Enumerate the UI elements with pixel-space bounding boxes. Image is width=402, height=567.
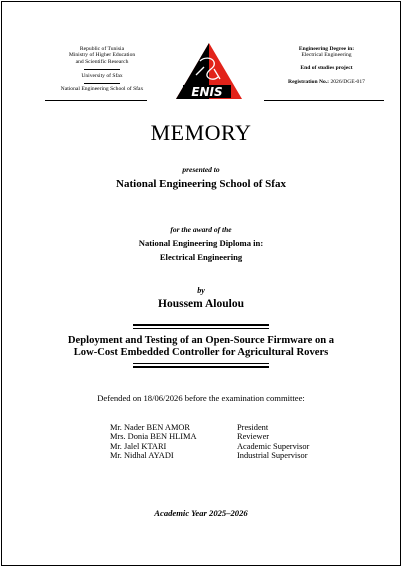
header-right-underline [264, 100, 384, 101]
logo-text: ENIS [191, 85, 223, 99]
header-registration [264, 79, 389, 85]
member-role: Industrial Supervisor [237, 451, 308, 461]
member-role: Academic Supervisor [237, 441, 310, 451]
presented-to: presented to [182, 165, 220, 174]
header-school: National Engineering School of Sfax [60, 85, 144, 92]
document-title: MEMORY [150, 120, 252, 145]
member-role: President [237, 423, 269, 432]
thesis-title-line-2: Low-Cost Embedded Controller for Agricultural Rovers [73, 347, 329, 358]
header-university: University of Sfax [81, 73, 123, 80]
header-degree-value: Electrical Engineering [301, 52, 352, 59]
member-name: Mr. Nidhal AYADI [110, 451, 174, 461]
author-name: Houssem Aloulou [158, 298, 244, 310]
header-country: Republic of Tunisia [79, 46, 125, 52]
committee-list [110, 423, 309, 461]
header-ministry-cont: and Scientific Research [75, 58, 129, 65]
title-rule-top-thick [133, 324, 269, 326]
registration-label: Registration No.: [288, 79, 330, 86]
header-divider [84, 83, 120, 84]
thesis-title [0, 335, 402, 359]
diploma-line-1: National Engineering Diploma in: [138, 238, 264, 248]
header-right [264, 46, 389, 86]
member-name: Mrs. Donia BEN HLIMA [110, 432, 197, 442]
title-rule-bottom-thick [133, 366, 269, 368]
header-project: End of studies project [300, 64, 353, 71]
header-divider [84, 69, 120, 70]
committee-member [110, 442, 309, 451]
committee-member [110, 423, 309, 432]
title-rule-bottom-thin [133, 363, 269, 364]
member-name: Mr. Nader BEN AMOR [110, 423, 191, 432]
header-degree-label: Engineering Degree in: [298, 46, 355, 52]
registration-value: 2026/DGE-017 [330, 79, 365, 86]
enis-logo [174, 41, 244, 101]
committee-member [110, 432, 309, 441]
diploma-line-2: Electrical Engineering [159, 252, 243, 262]
by-label: by [197, 286, 205, 295]
header-ministry: Ministry of Higher Education [68, 52, 136, 59]
header-left-underline [45, 100, 147, 101]
thesis-title-line-1: Deployment and Testing of an Open-Source Firmware on a [67, 335, 335, 346]
institution-name: National Engineering School of Sfax [116, 178, 286, 190]
academic-year: Academic Year 2025–2026 [154, 508, 248, 518]
title-rule-top-thin [133, 328, 269, 329]
header-left [42, 46, 162, 92]
award-intro: for the award of the [170, 225, 232, 234]
member-name: Mr. Jalel KTARI [110, 441, 167, 451]
defense-statement: Defended on 18/06/2026 before the examination committee: [97, 393, 305, 403]
committee-member [110, 451, 309, 460]
member-role: Reviewer [237, 432, 270, 442]
